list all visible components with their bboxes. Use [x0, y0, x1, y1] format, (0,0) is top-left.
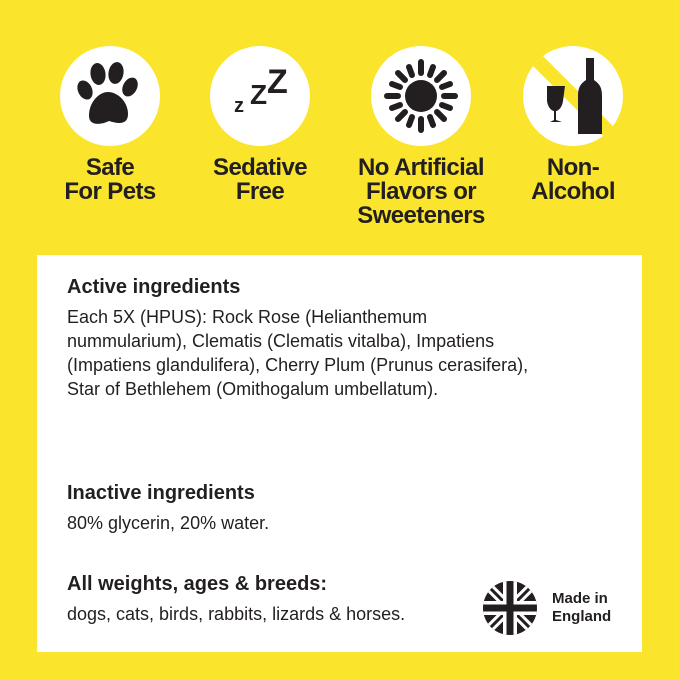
sleep-zzz-icon: [210, 46, 310, 146]
ingredients-panel: [37, 255, 642, 652]
paw-print-icon: [60, 46, 160, 146]
made-in-england-label: Made in England: [552, 590, 612, 625]
suitability-text: dogs, cats, birds, rabbits, lizards & horses.: [67, 604, 406, 624]
non-alcohol-badge: [513, 46, 633, 204]
active-ingredients-text: Each 5X (HPUS): Rock Rose (Helianthemum nummularium), Clematis (Clematis vitalba), Impatiens (Impatiens glandulifera), Cherry Plum (Prunus cerasifera), Star of Bethlehem (Omithogalum umbellatum).: [67, 307, 529, 399]
zzz-glyph-large: Z: [267, 63, 288, 101]
badge-circle: [523, 46, 623, 146]
made-in-england: [482, 580, 611, 636]
safe-for-pets-badge: [50, 46, 170, 204]
inactive-ingredients-heading: Inactive ingredients: [67, 482, 255, 504]
no-alcohol-icon: [523, 46, 623, 146]
active-ingredients-heading: Active ingredients: [67, 276, 241, 298]
inactive-ingredients-text: 80% glycerin, 20% water.: [67, 513, 270, 533]
zzz-glyph-small: z: [234, 95, 244, 117]
badge-circle: [371, 46, 471, 146]
wine-glass-icon: [547, 86, 565, 122]
badge-label: Non- Alcohol: [531, 154, 615, 205]
badge-circle: [210, 46, 310, 146]
sun-icon: [371, 46, 471, 146]
prohibition-stripe: [531, 54, 615, 138]
suitability-heading: All weights, ages & breeds:: [67, 573, 328, 595]
no-artificial-flavors-badge: [351, 46, 491, 228]
badge-label: Sedative Free: [213, 154, 307, 205]
badge-label: Safe For Pets: [64, 154, 156, 205]
badge-circle: [60, 46, 160, 146]
union-jack-icon: [482, 580, 538, 636]
sedative-free-badge: [200, 46, 320, 204]
badge-label: No Artificial Flavors or Sweeteners: [357, 154, 485, 229]
bottle-icon: [578, 58, 602, 134]
zzz-glyph-medium: Z: [250, 79, 268, 110]
